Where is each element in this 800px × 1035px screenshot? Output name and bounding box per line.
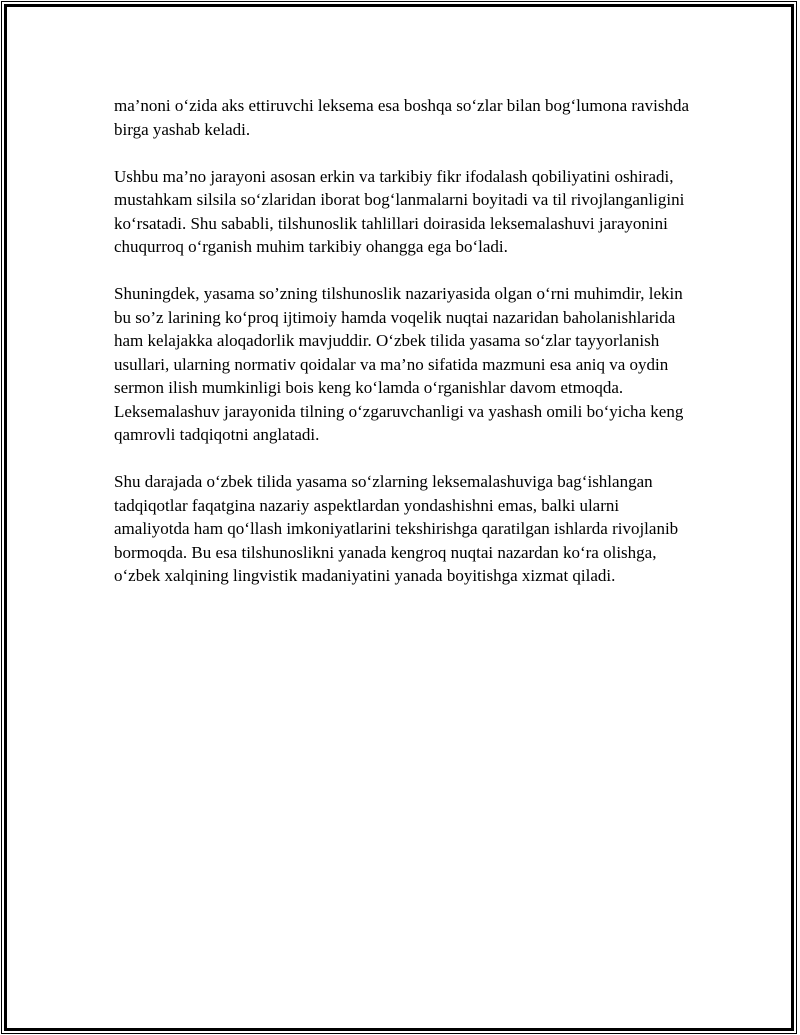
paragraph-2: Ushbu ma’no jarayoni asosan erkin va tarkibiy fikr ifodalash qobiliyatini oshiradi, mustahkam silsila so‘zlaridan iborat bog‘lanmalarni boyitadi va til rivojlanganligini ko‘rsatadi. Shu sababli, tilshunoslik tahlillari doirasida leksemalashuvi jarayonini chuqurroq o‘rganish muhim tarkibiy ohangga ega bo‘ladi. [114,166,685,256]
paragraph-4: Shu darajada o‘zbek tilida yasama so‘zlarning leksemalashuviga bag‘ishlangan tadqiqotlar faqatgina nazariy aspektlardan yondashishni emas, balki ularni amaliyotda ham qo‘llash imkoniyatlarini tekshirishga qaratilgan ishlarda rivojlanib bormoqda. Bu esa tilshunoslikni yanada kengroq nuqtai nazardan ko‘ra olishga, o‘zbek xalqining lingvistik madaniyatini yanada boyitishga xizmat qiladi. [114,472,679,585]
paragraph-3: Shuningdek, yasama so’zning tilshunoslik nazariyasida olgan o‘rni muhimdir, lekin bu so’z larining ko‘proq ijtimoiy hamda voqelik nuqtai nazaridan baholanishlarida ham kelajakka aloqadorlik mavjuddir. O‘zbek tilida yasama so‘zlar tayyorlanish usullari, ularning normativ qoidalar va ma’no sifatida mazmuni esa aniq va oydin sermon ilish mumkinligi bois keng ko‘lamda o‘rganishlar davom etmoqda. Leksemalashuv jarayonida tilning o‘zgaruvchanligi va yashash omili bo‘yicha keng qamrovli tadqiqotni anglatadi. [114,284,684,444]
document-body [114,94,694,611]
paragraph-1: ma’noni o‘zida aks ettiruvchi leksema esa boshqa so‘zlar bilan bog‘lumona ravishda birga yashab keladi. [114,96,689,139]
